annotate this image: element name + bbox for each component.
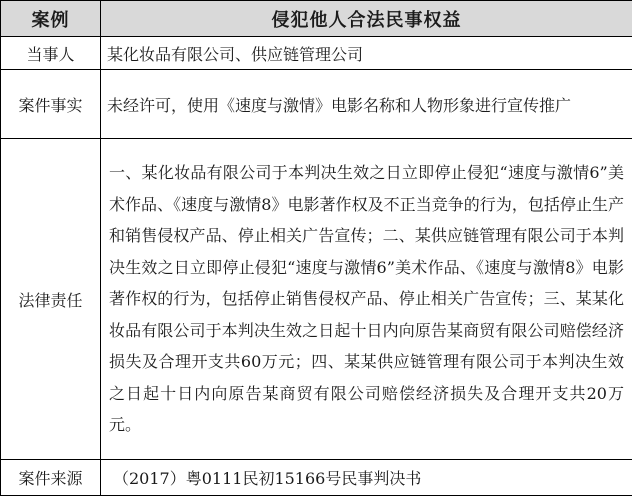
row-label-facts: 案件事实 (1, 70, 101, 139)
row-label-liability: 法律责任 (1, 139, 101, 460)
table-row-parties (1, 37, 632, 70)
table-row-source (1, 460, 632, 496)
row-label-source: 案件来源 (1, 460, 101, 496)
table-row-facts (1, 70, 632, 139)
row-label-parties: 当事人 (1, 37, 101, 70)
header-case: 案例 (1, 1, 101, 37)
header-topic: 侵犯他人合法民事权益 (101, 1, 632, 37)
row-value-liability: 一、某化妆品有限公司于本判决生效之日立即停止侵犯“速度与激情6”美术作品、《速度与激情8》电影著作权及不正当竞争的行为，包括停止生产和销售侵权产品、停止相关广告宣传；二、某供应链管理有限公司于本判决生效之日立即停止侵犯“速度与激情6”美术作品、《速度与激情8》电影著作权的行为，包括停止销售侵权产品、停止相关广告宣传；三、某某化妆品有限公司于本判决生效之日起十日内向原告某商贸有限公司赔偿经济损失及合理开支共60万元；四、某某供应链管理有限公司于本判决生效之日起十日内向原告某商贸有限公司赔偿经济损失及合理开支共20万元。 (101, 139, 632, 460)
row-value-parties: 某化妆品有限公司、供应链管理公司 (101, 37, 632, 70)
table-header-row (1, 1, 632, 37)
table-row-liability (1, 139, 632, 460)
row-value-source: （2017）粤0111民初15166号民事判决书 (101, 460, 632, 496)
row-value-facts: 未经许可，使用《速度与激情》电影名称和人物形象进行宣传推广 (101, 70, 632, 139)
